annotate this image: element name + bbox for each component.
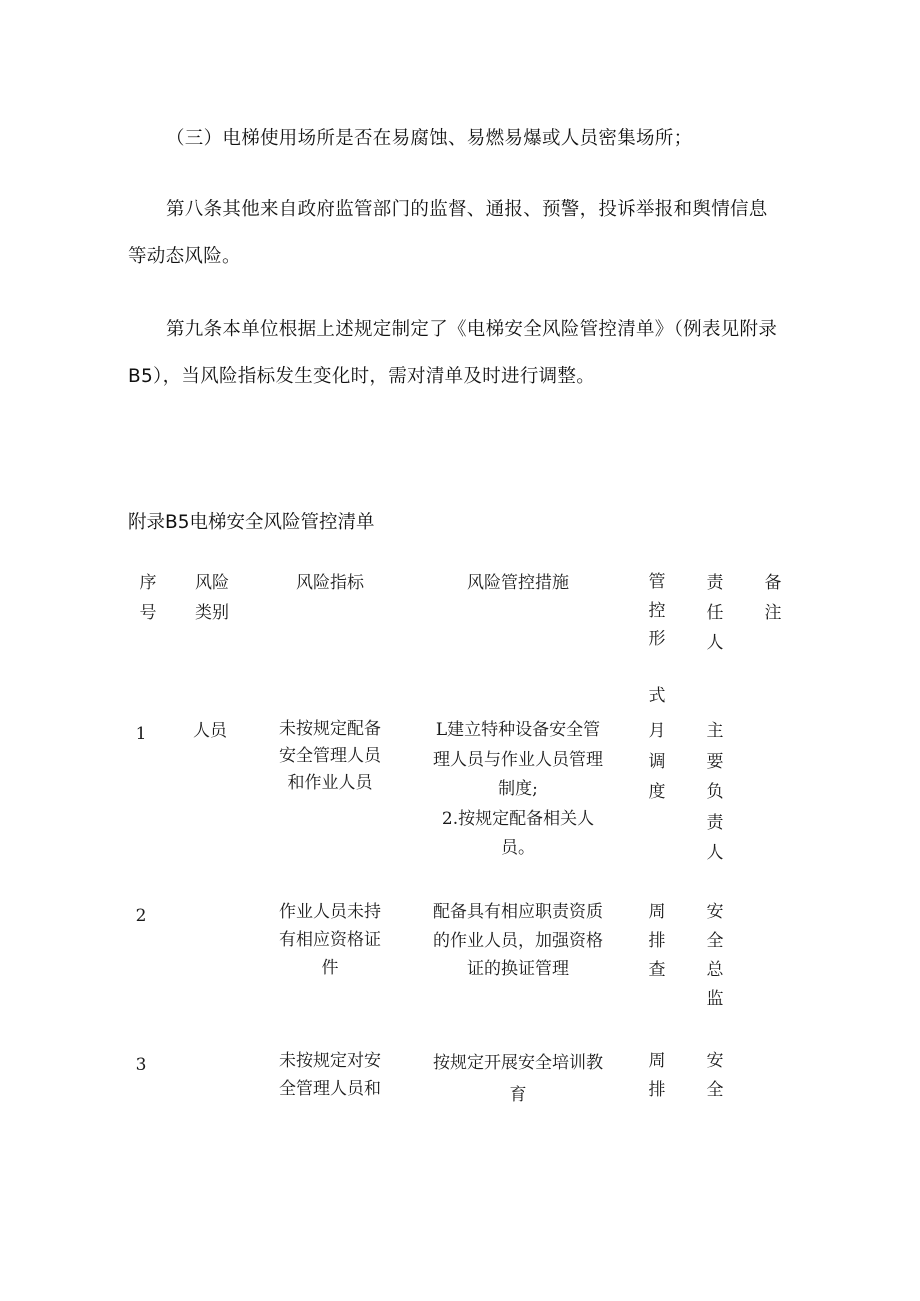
row-1-indicator: 未按规定配备 安全管理人员 和作业人员 — [279, 719, 381, 793]
header-owner: 责 任 人 — [706, 573, 724, 653]
row-2-form: 周 排 查 — [648, 902, 666, 980]
row-2-seq: 2 — [135, 906, 147, 926]
row-2-owner: 安 全 总 监 — [706, 902, 724, 1009]
appendix-title: 附录B5电梯安全风险管控清单 — [128, 512, 375, 533]
paragraph-article-8: 第八条其他来自政府监管部门的监督、通报、预警，投诉举报和舆情信息等动态风险。 — [128, 199, 768, 267]
row-1-form: 月 调 度 — [648, 721, 666, 802]
row-1-owner: 主 要 负 责 人 — [706, 721, 724, 863]
paragraph-item-3: （三）电梯使用场所是否在易腐蚀、易燃易爆或人员密集场所； — [166, 128, 693, 149]
row-2-measures: 配备具有相应职责资质 的作业人员，加强资格 证的换证管理 — [433, 902, 603, 979]
row-3-seq: 3 — [135, 1055, 147, 1075]
row-1-seq: 1 — [135, 724, 147, 744]
row-1-category: 人员 — [193, 721, 227, 741]
header-category: 风险 类别 — [195, 573, 229, 623]
row-3-form: 周 排 — [648, 1051, 666, 1100]
row-3-owner: 安 全 — [706, 1051, 724, 1100]
row-1-measures: L建立特种设备安全管 理人员与作业人员管理 制度; 2.按规定配备相关人 员。 — [433, 720, 603, 858]
paragraph-article-9: 第九条本单位根据上述规定制定了《电梯安全风险管控清单》（例表见附录B5），当风险指标发生变化时，需对清单及时进行调整。 — [128, 319, 778, 387]
header-remark: 备 注 — [764, 573, 782, 623]
row-3-indicator: 未按规定对安 全管理人员和 — [279, 1051, 381, 1099]
header-indicator: 风险指标 — [296, 573, 364, 593]
header-form: 管 控 形 式 — [648, 572, 666, 706]
row-2-indicator: 作业人员未持 有相应资格证 件 — [279, 902, 381, 978]
header-seq: 序 号 — [139, 573, 157, 623]
header-measures: 风险管控措施 — [467, 573, 569, 593]
row-3-measures: 按规定开展安全培训教 育 — [433, 1053, 603, 1105]
